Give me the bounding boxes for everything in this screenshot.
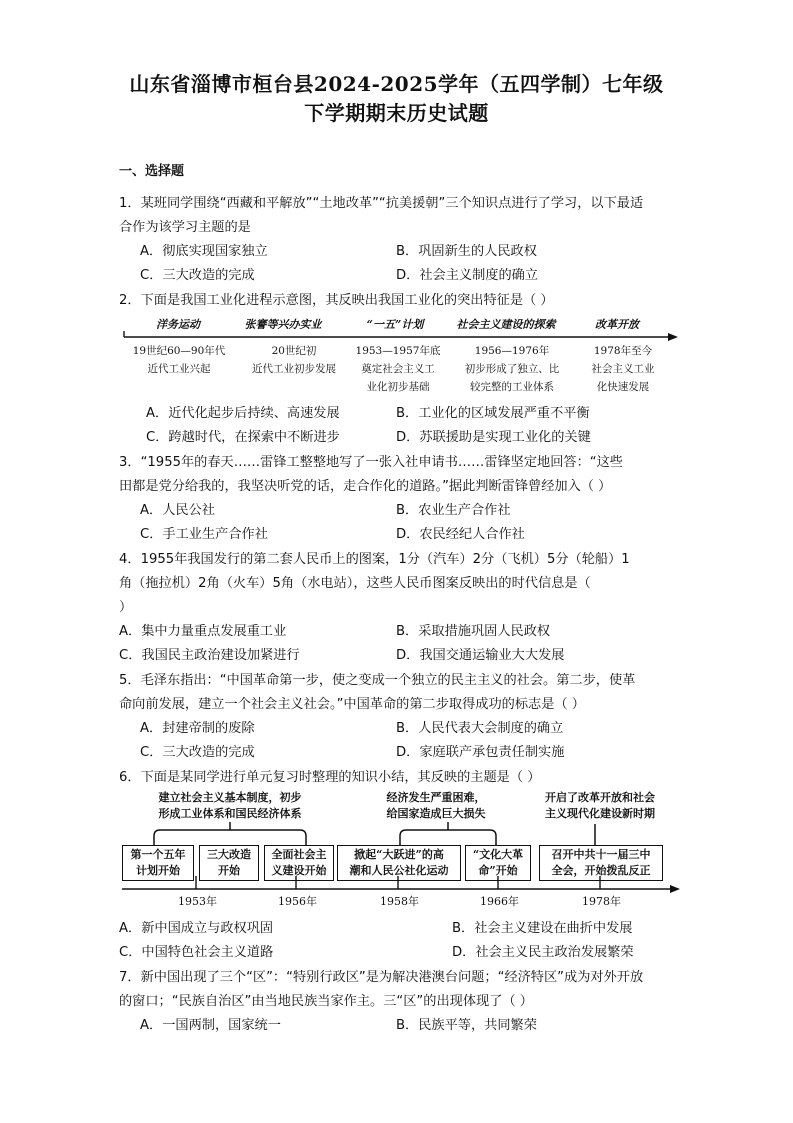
year-1966: 1966年 <box>480 895 519 908</box>
q7-stem-line1: 7．新中国出现了三个“区”：“特别行政区”是为解决港澳台问题；“经济特区”成为对外开放 <box>119 970 644 985</box>
q7-option-a: A．一国两制，国家统一 <box>140 1018 281 1033</box>
stage-4-period: 1956—1976年 <box>474 345 550 357</box>
event-1-line1: 第一个五年 <box>130 848 186 861</box>
event-6-line2: 全会，开始拨乱反正 <box>551 864 651 877</box>
q2-stem-line1: 2．下面是我国工业化进程示意图，其反映出我国工业化的突出特征是（ ） <box>119 293 554 308</box>
q3-option-a: A．人民公社 <box>140 503 215 518</box>
event-2-line2: 开始 <box>218 864 240 877</box>
q1-option-b: B．巩固新生的人民政权 <box>396 244 537 259</box>
q4-stem-line2: 角（拖拉机）2角（火车）5角（水电站），这些人民币图案反映出的时代信息是（ <box>119 576 591 591</box>
year-1958: 1958年 <box>380 895 419 908</box>
q4-stem-line1: 4．1955年我国发行的第二套人民币上的图案，1分（汽车）2分（飞机）5分（轮船）1 <box>119 552 630 567</box>
q5-stem-line1: 5．毛泽东指出：“中国革命第一步，使之变成一个独立的民主主义的社会。第二步，使革 <box>119 673 636 688</box>
q6-option-b: B．社会主义建设在曲折中发展 <box>452 921 633 936</box>
q6-option-d: D．社会主义民主政治发展繁荣 <box>452 945 634 960</box>
stage-3-desc-2: 业化初步基础 <box>366 381 430 393</box>
stage-3-period: 1953—1957年底 <box>355 345 441 357</box>
stage-1-name: 洋务运动 <box>156 318 200 331</box>
q5-stem-line2: 命向前发展，建立一个社会主义社会。”中国革命的第二步取得成功的标志是（ ） <box>119 697 585 712</box>
q2-option-b: B．工业化的区域发展严重不平衡 <box>396 406 590 421</box>
q4-stem-line3: ） <box>119 600 133 615</box>
q3-option-d: D．农民经纪人合作社 <box>396 527 525 542</box>
q3-option-c: C．手工业生产合作社 <box>140 527 268 542</box>
caption-1-line2: 形成工业体系和国民经济体系 <box>158 807 302 820</box>
q5-option-a: A．封建帝制的废除 <box>140 721 255 736</box>
year-1953: 1953年 <box>178 895 217 908</box>
stage-5-desc-1: 社会主义工业 <box>591 363 655 375</box>
event-6-line1: 召开中共十一届三中 <box>551 848 651 861</box>
stage-2-period: 20世纪初 <box>271 345 317 357</box>
caption-3-line2: 主义现代化建设新时期 <box>545 807 655 820</box>
caption-3-line1: 开启了改革开放和社会 <box>545 791 655 804</box>
event-box-4 <box>337 845 461 881</box>
section-heading: 一、选择题 <box>119 164 185 179</box>
q1-stem-line1: 1．某班同学围绕“西藏和平解放”“土地改革”“抗美援朝”三个知识点进行了学习，以下最适 <box>119 196 644 211</box>
q1-option-d: D．社会主义制度的确立 <box>396 268 539 283</box>
caption-2-line2: 给国家造成巨大损失 <box>386 807 486 820</box>
q2-option-a: A．近代化起步后持续、高速发展 <box>146 406 340 421</box>
event-box-3 <box>264 845 334 881</box>
q6-stem-line1: 6．下面是某同学进行单元复习时整理的知识小结，其反映的主题是（ ） <box>119 770 541 785</box>
q3-option-b: B．农业生产合作社 <box>396 503 511 518</box>
q4-option-b: B．采取措施巩固人民政权 <box>396 624 551 639</box>
event-2-line1: 三大改造 <box>207 848 251 861</box>
q2-option-d: D．苏联援助是实现工业化的关键 <box>396 430 591 445</box>
q3-stem-line1: 3．“1955年的春天……雷锋工整整地写了一张入社申请书……雷锋坚定地回答：“这些 <box>119 455 623 470</box>
event-4-line2: 潮和人民公社化运动 <box>349 864 449 877</box>
q4-option-c: C．我国民主政治建设加紧进行 <box>119 648 300 663</box>
q7-option-b: B．民族平等，共同繁荣 <box>396 1018 537 1033</box>
q3-stem-line2: 田都是党分给我的，我坚决听党的话，走合作化的道路。”据此判断雷锋曾经加入（ ） <box>119 479 612 494</box>
event-5-line2: 命”开始 <box>478 864 518 877</box>
stage-1-desc: 近代工业兴起 <box>147 363 211 375</box>
stage-3-name: “一五”计划 <box>366 318 424 331</box>
exam-title-line2: 下学期期末历史试题 <box>304 101 489 125</box>
q1-stem-line2: 合作为该学习主题的是 <box>119 220 251 235</box>
q5-option-c: C．三大改造的完成 <box>140 745 255 760</box>
stage-5-period: 1978年至今 <box>593 345 653 357</box>
caption-2-line1: 经济发生严重困难， <box>386 791 486 804</box>
event-3-line2: 义建设开始 <box>271 864 327 877</box>
stage-5-desc-2: 化快速发展 <box>596 381 650 393</box>
stage-2-name: 张謇等兴办实业 <box>244 318 322 331</box>
event-box-2 <box>199 845 259 881</box>
stage-1-period: 19世纪60—90年代 <box>132 345 226 357</box>
stage-5-name: 改革开放 <box>595 318 639 331</box>
q4-option-a: A．集中力量重点发展重工业 <box>119 624 287 639</box>
q2-option-c: C．跨越时代，在探索中不断进步 <box>146 430 340 445</box>
event-box-1 <box>122 845 194 881</box>
stage-4-name: 社会主义建设的探索 <box>456 318 556 331</box>
year-1956: 1956年 <box>278 895 317 908</box>
year-1978: 1978年 <box>582 895 621 908</box>
q5-option-d: D．家庭联产承包责任制实施 <box>396 745 565 760</box>
exam-title-line1: 山东省淄博市桓台县2024-2025学年（五四学制）七年级 <box>129 72 664 96</box>
q6-option-a: A．新中国成立与政权巩固 <box>119 921 274 936</box>
q1-option-c: C．三大改造的完成 <box>140 268 255 283</box>
stage-2-desc: 近代工业初步发展 <box>252 363 336 375</box>
stage-4-desc-1: 初步形成了独立、比 <box>464 363 560 375</box>
stage-3-desc-1: 奠定社会主义工 <box>361 363 435 375</box>
caption-1-line1: 建立社会主义基本制度，初步 <box>158 791 302 804</box>
q1-option-a: A．彻底实现国家独立 <box>140 244 268 259</box>
q7-stem-line2: 的窗口；“民族自治区”由当地民族当家作主。三“区”的出现体现了（ ） <box>119 994 533 1009</box>
event-5-line1: “文化大革 <box>472 848 524 861</box>
event-3-line1: 全面社会主 <box>271 848 327 861</box>
q5-option-b: B．人民代表大会制度的确立 <box>396 721 564 736</box>
stage-4-desc-2: 较完整的工业体系 <box>470 381 554 393</box>
event-box-5 <box>465 845 531 881</box>
event-4-line1: 掀起“大跃进”的高 <box>354 848 444 861</box>
q6-option-c: C．中国特色社会主义道路 <box>119 945 274 960</box>
event-1-line2: 计划开始 <box>136 864 180 877</box>
q4-option-d: D．我国交通运输业大大发展 <box>396 648 565 663</box>
event-box-6 <box>539 845 663 881</box>
